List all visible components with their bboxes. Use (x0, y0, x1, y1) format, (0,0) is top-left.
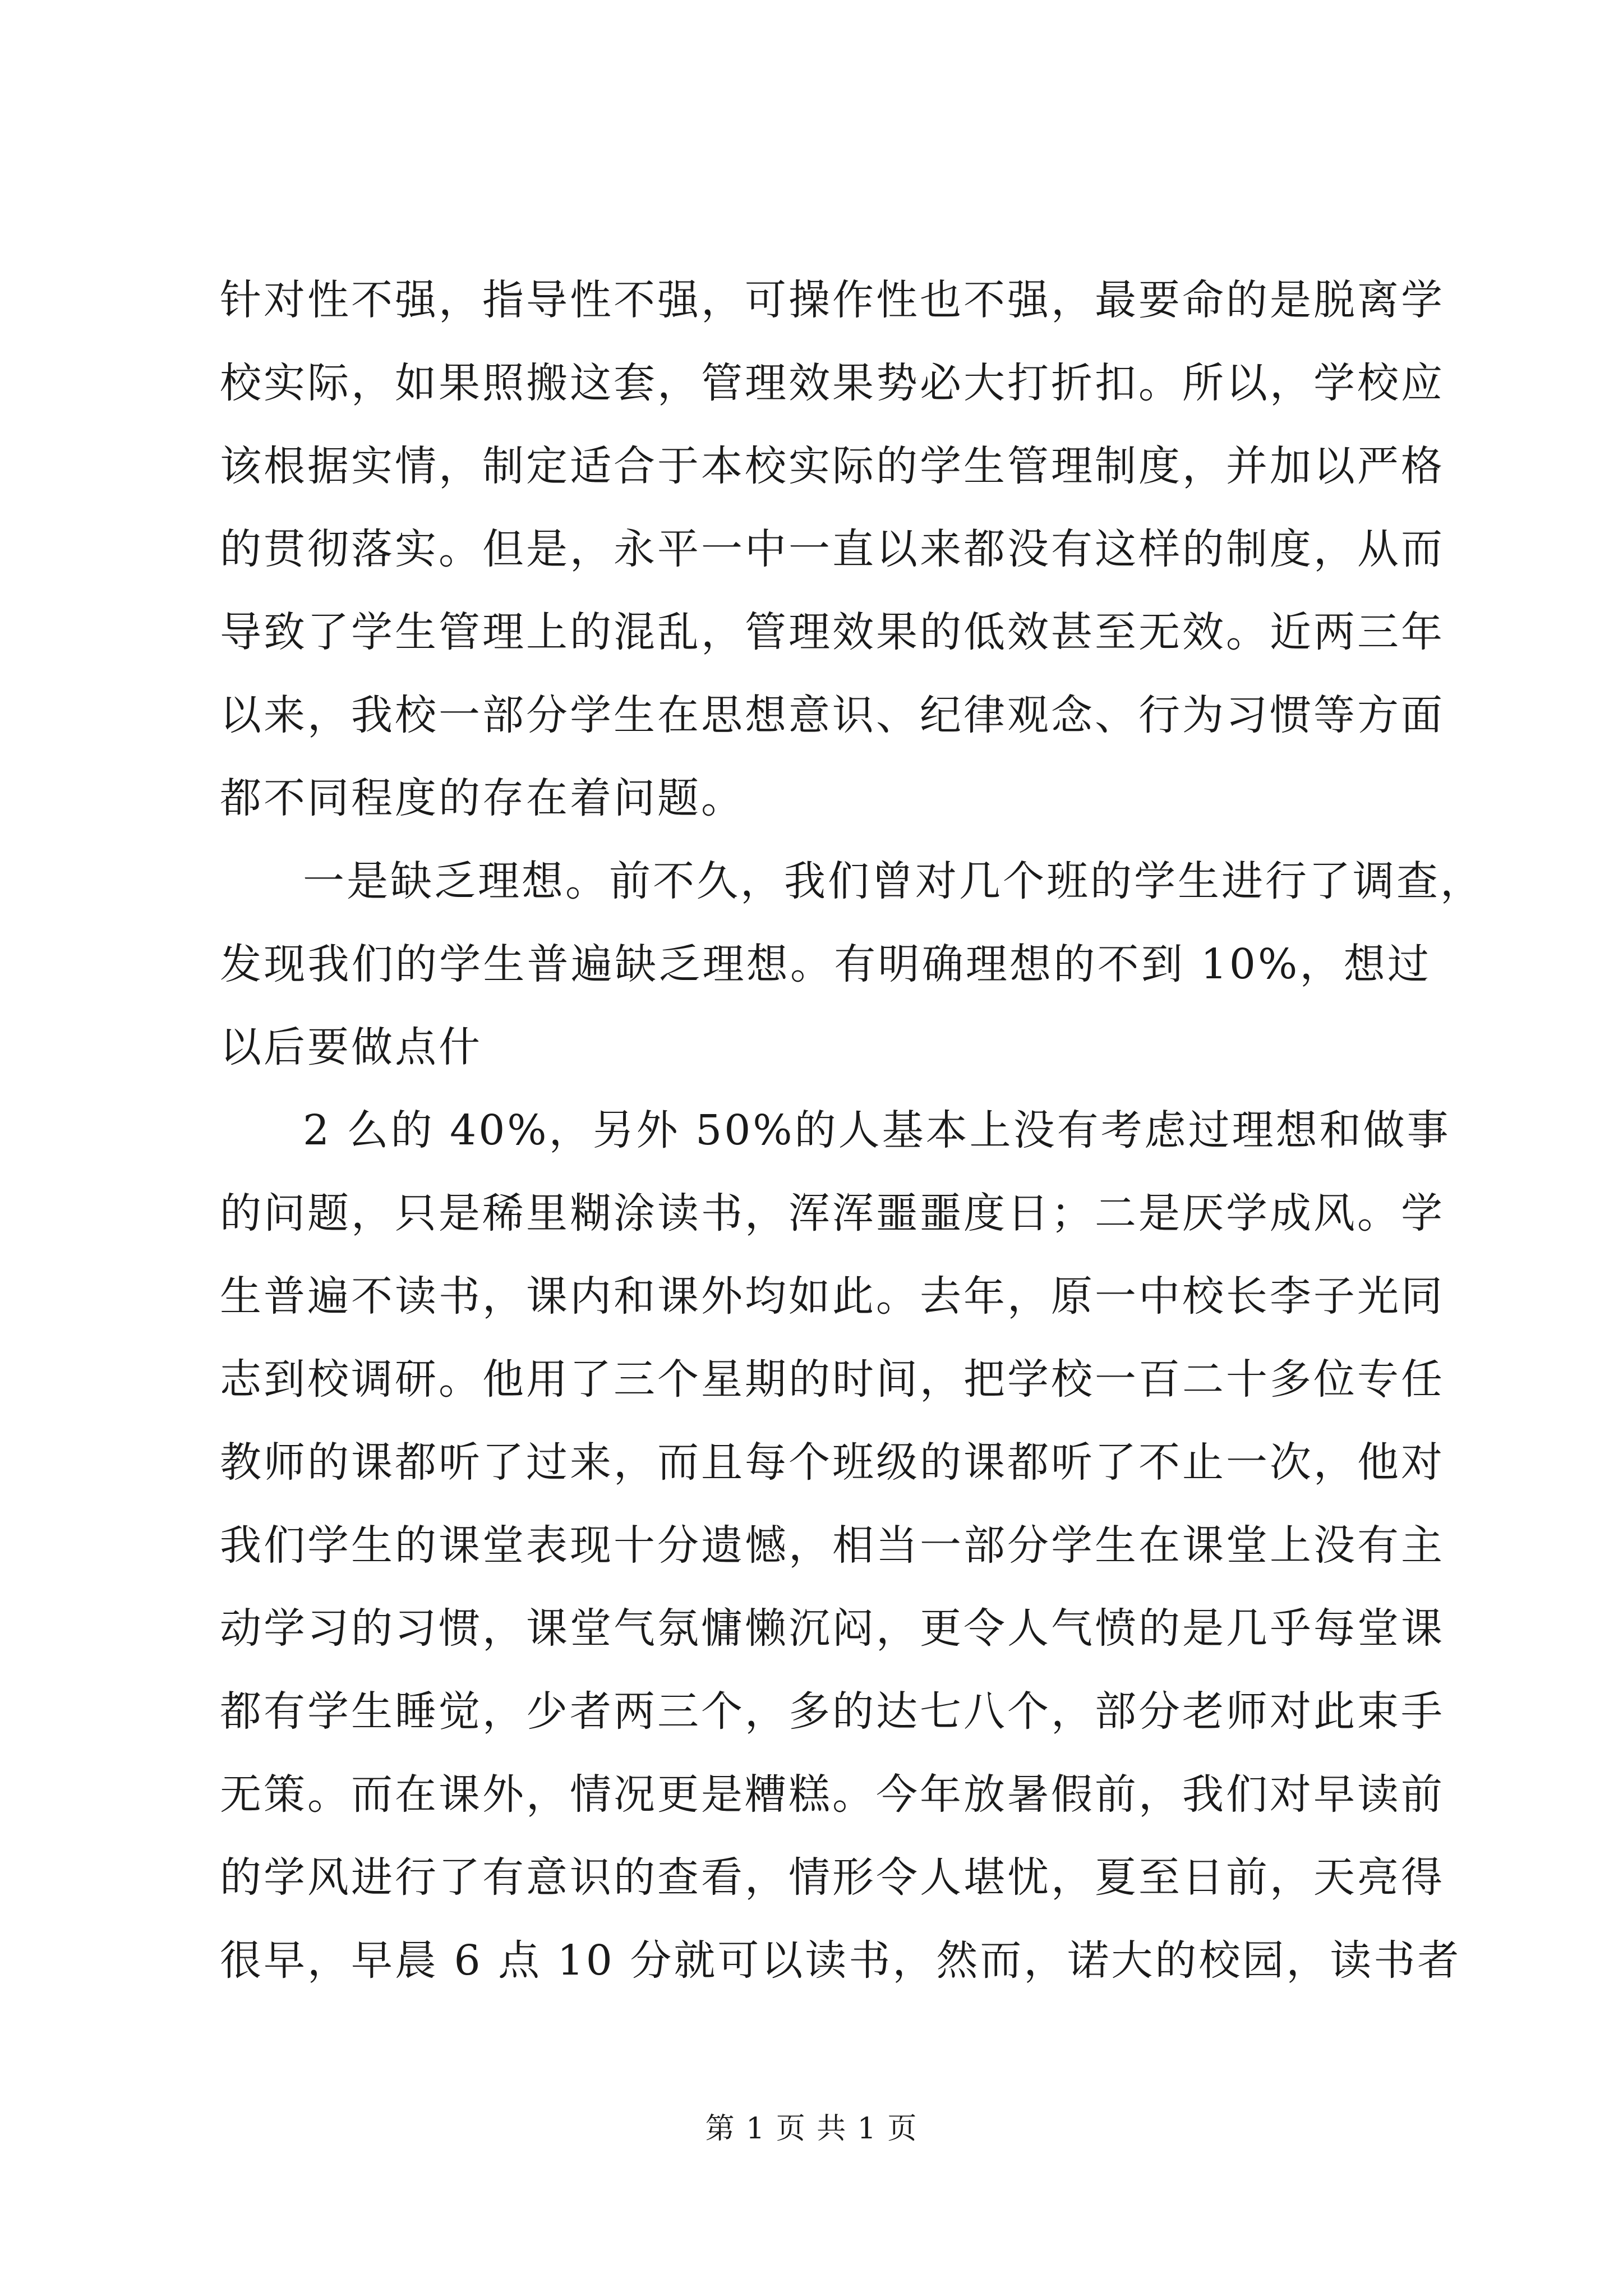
text-line: 发现我们的学生普遍缺乏理想。有明确理想的不到 10%，想过 (220, 940, 1431, 988)
text-line: 该根据实情，制定适合于本校实际的学生管理制度，并加以严格 (220, 442, 1445, 490)
text-line: 志到校调研。他用了三个星期的时间，把学校一百二十多位专任 (220, 1355, 1445, 1404)
text-line: 很早，早晨 6 点 10 分就可以读书，然而，诺大的校园，读书者 (220, 1936, 1461, 1985)
text-line: 都不同程度的存在着问题。 (220, 774, 745, 822)
text-line: 的贯彻落实。但是，永平一中一直以来都没有这样的制度，从而 (220, 525, 1445, 573)
text-line: 以来，我校一部分学生在思想意识、纪律观念、行为习惯等方面 (220, 691, 1445, 739)
text-line: 的问题，只是稀里糊涂读书，浑浑噩噩度日；二是厌学成风。学 (220, 1189, 1445, 1237)
page-footer: 第 1 页 共 1 页 (705, 2112, 918, 2146)
text-line: 的学风进行了有意识的查看，情形令人堪忧，夏至日前，天亮得 (220, 1853, 1445, 1902)
text-line: 一是缺乏理想。前不久，我们曾对几个班的学生进行了调查， (303, 857, 1484, 905)
text-line: 针对性不强，指导性不强，可操作性也不强，最要命的是脱离学 (220, 276, 1445, 324)
text-line: 我们学生的课堂表现十分遗憾，相当一部分学生在课堂上没有主 (220, 1521, 1445, 1570)
text-line: 以后要做点什 (220, 1023, 482, 1071)
text-line: 都有学生睡觉，少者两三个，多的达七八个，部分老师对此束手 (220, 1687, 1445, 1736)
text-line: 生普遍不读书，课内和课外均如此。去年，原一中校长李子光同 (220, 1272, 1445, 1320)
text-line: 教师的课都听了过来，而且每个班级的课都听了不止一次，他对 (220, 1438, 1445, 1487)
text-line: 校实际，如果照搬这套，管理效果势必大打折扣。所以，学校应 (220, 359, 1445, 407)
text-line: 无策。而在课外，情况更是糟糕。今年放暑假前，我们对早读前 (220, 1770, 1445, 1819)
text-line: 动学习的习惯，课堂气氛慵懒沉闷，更令人气愤的是几乎每堂课 (220, 1604, 1445, 1653)
text-line: 2 么的 40%，另外 50%的人基本上没有考虑过理想和做事 (303, 1106, 1451, 1154)
text-line: 导致了学生管理上的混乱，管理效果的低效甚至无效。近两三年 (220, 608, 1445, 656)
